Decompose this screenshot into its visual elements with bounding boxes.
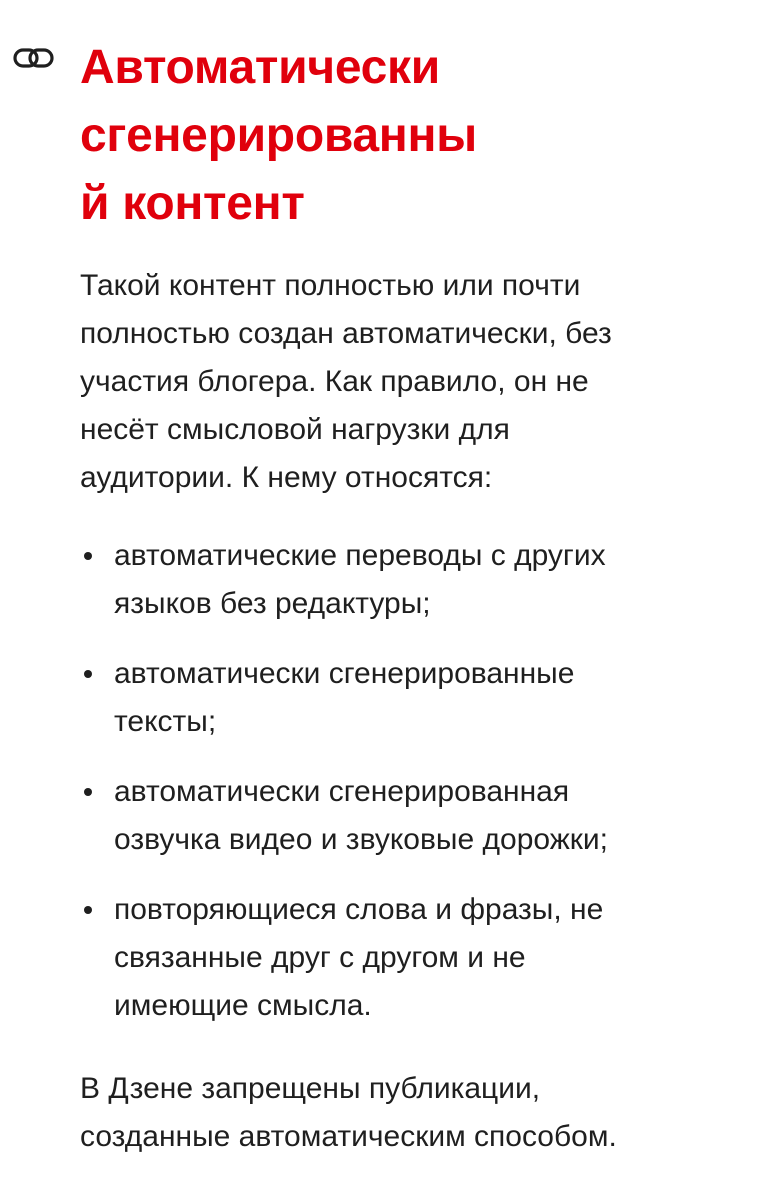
intro-line: несёт смысловой нагрузки для xyxy=(80,413,510,446)
outro-paragraph xyxy=(80,1065,760,1161)
heading-line: й контент xyxy=(80,177,305,230)
list-item-line: языков без редактуры; xyxy=(114,587,431,620)
heading-line: сгенерированны xyxy=(80,109,477,162)
list-item-line: автоматические переводы с других xyxy=(114,539,606,572)
list-item-line: связанные друг с другом и не xyxy=(114,941,526,974)
intro-line: Такой контент полностью или почти xyxy=(80,269,581,302)
link-icon[interactable] xyxy=(12,42,58,74)
outro-line: созданные автоматическим способом. xyxy=(80,1120,617,1153)
list-item-line: тексты; xyxy=(114,705,217,738)
heading-line: Автоматически xyxy=(80,41,440,94)
intro-line: полностью создан автоматически, без xyxy=(80,317,612,350)
list-item-line: автоматически сгенерированная xyxy=(114,775,570,808)
outro-line: В Дзене запрещены публикации, xyxy=(80,1072,541,1105)
intro-line: участия блогера. Как правило, он не xyxy=(80,365,589,398)
bullet-icon xyxy=(84,670,92,678)
intro-line: аудитории. К нему относятся: xyxy=(80,461,493,494)
intro-paragraph xyxy=(80,262,760,502)
bullet-list xyxy=(80,532,770,1052)
bullet-icon xyxy=(84,788,92,796)
list-item xyxy=(80,532,770,628)
bullet-icon xyxy=(84,906,92,914)
list-item-line: автоматически сгенерированные xyxy=(114,657,575,690)
list-item-line: имеющие смысла. xyxy=(114,989,372,1022)
list-item xyxy=(80,886,770,1030)
list-item-line: озвучка видео и звуковые дорожки; xyxy=(114,823,609,856)
list-item-line: повторяющиеся слова и фразы, не xyxy=(114,893,604,926)
bullet-icon xyxy=(84,552,92,560)
list-item xyxy=(80,650,770,746)
list-item xyxy=(80,768,770,864)
section-heading xyxy=(80,34,760,238)
